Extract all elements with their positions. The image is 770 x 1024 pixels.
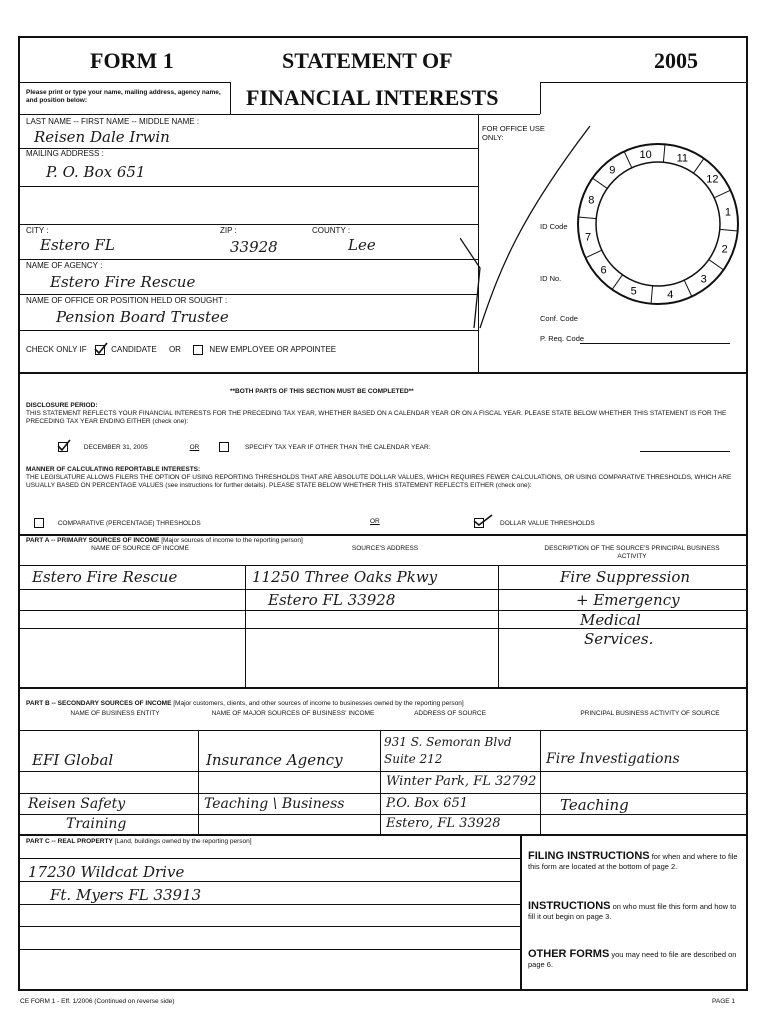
part-b-source-1[interactable]: Insurance Agency <box>206 751 343 769</box>
disclosure-period-label: DISCLOSURE PERIOD: <box>26 402 98 409</box>
or-label: OR <box>168 345 181 355</box>
dial-number: 1 <box>724 206 731 219</box>
dial-number: 6 <box>600 264 607 277</box>
part-b-title-row <box>26 700 464 708</box>
part-a-title-row <box>26 537 303 545</box>
part-a-address-2[interactable]: Estero FL 33928 <box>268 591 396 609</box>
dial-number: 10 <box>639 149 652 162</box>
period-options <box>58 442 431 452</box>
fiscal-year-label: SPECIFY TAX YEAR IF OTHER THAN THE CALENDAR YEAR: <box>244 443 431 451</box>
filing-text: for when and where to file this form are located at the bottom of page 2. <box>528 852 738 871</box>
part-b-col3-header: ADDRESS OF SOURCE <box>414 710 486 717</box>
dial-divider <box>684 280 692 296</box>
footer-left: CE FORM 1 - Eff. 1/2006 (Continued on reverse side) <box>20 998 175 1005</box>
candidate-label: CANDIDATE <box>111 345 157 355</box>
dial-number: 11 <box>676 152 688 165</box>
part-b-source-2[interactable]: Teaching \ Business <box>204 796 345 812</box>
agency-value[interactable]: Estero Fire Rescue <box>50 273 196 291</box>
other-head: OTHER FORMS <box>528 948 610 960</box>
office-label: NAME OF OFFICE OR POSITION HELD OR SOUGHT : <box>26 296 228 305</box>
part-c-title-row <box>26 838 252 846</box>
dial-divider <box>585 250 601 258</box>
agency-label: NAME OF AGENCY : <box>26 261 103 270</box>
filing-instructions <box>528 852 740 871</box>
title-line1: STATEMENT OF <box>282 48 453 73</box>
dial-number: 4 <box>667 288 674 301</box>
dial-number: 5 <box>630 285 637 298</box>
new-employee-label: NEW EMPLOYEE OR APPOINTEE <box>209 345 337 355</box>
part-a-col3-header: DESCRIPTION OF THE SOURCE'S PRINCIPAL BUSINESS ACTIVITY <box>544 545 720 560</box>
filing-head: FILING INSTRUCTIONS <box>528 850 650 862</box>
part-b-title: PART B -- SECONDARY SOURCES OF INCOME <box>26 700 172 707</box>
dial-number: 8 <box>588 194 595 207</box>
comparative-label: COMPARATIVE (PERCENTAGE) THRESHOLDS <box>57 519 201 527</box>
other-forms <box>528 950 740 969</box>
part-b-col1-header: NAME OF BUSINESS ENTITY <box>70 710 160 717</box>
part-a-col1-header: NAME OF SOURCE OF INCOME <box>91 545 189 552</box>
manner-text: THE LEGISLATURE ALLOWS FILERS THE OPTION OF USING REPORTING THRESHOLDS THAT ARE ABSOLUTE DOLLAR VALUES, WHICH REQUIRES FEWER CALCULATIONS, OR USING COMPARATIVE THRESHOLDS, WHICH ARE USUALLY BASED ON PERCENTAGE VALUES (see instructions for further details). PLEASE STATE BELOW WHETHER THIS STATEMENT REFLECTS EITHER (check one): <box>26 474 732 489</box>
part-a-address-1[interactable]: 11250 Three Oaks Pkwy <box>252 568 438 586</box>
part-a-activity-4[interactable]: Services. <box>584 630 654 648</box>
dial-divider <box>709 260 724 270</box>
dec-31-checkbox[interactable] <box>58 442 68 452</box>
part-b-entity-2[interactable]: Reisen Safety <box>28 796 126 812</box>
fiscal-year-checkbox[interactable] <box>219 442 229 452</box>
dial-divider <box>714 190 730 198</box>
part-b-subtitle: [Major customers, clients, and other sources of income to businesses owned by the reporting person] <box>173 700 464 707</box>
dial-divider <box>624 151 632 167</box>
dollar-checkbox[interactable] <box>474 518 484 528</box>
check-only-if <box>26 345 336 355</box>
name-value[interactable]: Reisen Dale Irwin <box>34 128 170 146</box>
part-a-title: PART A -- PRIMARY SOURCES OF INCOME <box>26 537 160 544</box>
conf-code-label: Conf. Code <box>540 314 578 323</box>
city-value[interactable]: Estero FL <box>40 236 115 254</box>
office-value[interactable]: Pension Board Trustee <box>56 308 229 326</box>
part-b-activity-1[interactable]: Fire Investigations <box>546 751 680 767</box>
zip-value[interactable]: 33928 <box>230 238 278 256</box>
form-year: 2005 <box>654 48 698 73</box>
mailing-value[interactable]: P. O. Box 651 <box>46 163 146 181</box>
dial-number: 9 <box>609 164 616 177</box>
part-b-address-3[interactable]: P.O. Box 651 <box>386 796 469 811</box>
part-b-address-2[interactable]: Winter Park, FL 32792 <box>386 774 537 789</box>
other-text: you may need to file are described on page 6. <box>528 950 737 969</box>
part-a-col2-header: SOURCE'S ADDRESS <box>351 545 419 552</box>
part-a-activity-3[interactable]: Medical <box>580 611 641 629</box>
who-must-file <box>528 902 740 921</box>
part-a-source-name[interactable]: Estero Fire Rescue <box>32 568 178 586</box>
title-line2: FINANCIAL INTERESTS <box>246 85 499 110</box>
name-label: LAST NAME -- FIRST NAME -- MIDDLE NAME : <box>26 117 200 126</box>
dial-divider <box>578 217 596 219</box>
footer-page: PAGE 1 <box>712 998 736 1005</box>
part-c-property-line2[interactable]: Ft. Myers FL 33913 <box>50 886 202 904</box>
part-b-col2-header: NAME OF MAJOR SOURCES OF BUSINESS' INCOME <box>211 710 375 717</box>
id-code-label: ID Code <box>540 222 568 231</box>
instr-text: on who must file this form and how to fill it out begin on page 3. <box>528 902 737 921</box>
p-req-code-label: P. Req. Code <box>540 334 585 343</box>
candidate-checkbox[interactable] <box>95 345 105 355</box>
dial-number: 2 <box>721 243 728 256</box>
part-b-activity-2[interactable]: Teaching <box>560 796 629 814</box>
manner-label: MANNER OF CALCULATING REPORTABLE INTERESTS: <box>26 466 201 473</box>
id-no-label: ID No. <box>540 274 562 283</box>
part-b-col4-header: PRINCIPAL BUSINESS ACTIVITY OF SOURCE <box>580 710 720 717</box>
county-value[interactable]: Lee <box>348 236 376 254</box>
dial-divider <box>720 229 738 231</box>
dial-divider <box>612 275 622 290</box>
part-c-subtitle: [Land, buildings owned by the reporting person] <box>114 838 252 845</box>
part-b-entity-1[interactable]: EFI Global <box>32 751 114 769</box>
dial-number: 12 <box>706 173 719 186</box>
form-1-document <box>18 36 748 991</box>
or-label: OR <box>370 518 380 525</box>
dial-divider <box>651 286 653 304</box>
mailing-label: MAILING ADDRESS : <box>26 149 104 158</box>
part-b-address-4[interactable]: Estero, FL 33928 <box>386 816 501 831</box>
check-mark-icon <box>473 513 493 527</box>
dial-divider <box>663 144 665 162</box>
form-number: FORM 1 <box>90 48 174 73</box>
dial-divider <box>694 158 704 173</box>
dial-divider <box>592 178 607 188</box>
part-a-subtitle: [Major sources of income to the reporting person] <box>161 537 303 544</box>
check-mark-icon <box>57 439 71 451</box>
or-label: OR <box>189 443 200 451</box>
new-employee-checkbox[interactable] <box>193 345 203 355</box>
disclosure-period-text: THIS STATEMENT REFLECTS YOUR FINANCIAL INTERESTS FOR THE PRECEDING TAX YEAR, WHETHER BASED ON A CALENDAR YEAR OR ON A FISCAL YEAR. PLEASE STATE BELOW WHETHER THIS STATEMENT IS FOR THE PRECEDING TAX YEAR ENDING EITHER (check one): <box>26 410 727 425</box>
county-label: COUNTY : <box>312 226 351 235</box>
comparative-checkbox[interactable] <box>34 518 44 528</box>
instr-head: INSTRUCTIONS <box>528 900 611 912</box>
dec-31-label: DECEMBER 31, 2005 <box>83 443 148 451</box>
part-a-activity-1[interactable]: Fire Suppression <box>560 568 691 586</box>
zip-label: ZIP : <box>220 226 237 235</box>
office-use-label: FOR OFFICE USE ONLY: <box>482 124 545 142</box>
part-b-address-1[interactable]: 931 S. Semoran Blvd Suite 212 <box>384 735 512 766</box>
dollar-label: DOLLAR VALUE THRESHOLDS <box>500 519 595 527</box>
check-mark-icon <box>94 342 108 354</box>
part-c-title: PART C -- REAL PROPERTY <box>26 838 113 845</box>
office-use-dial <box>460 118 750 358</box>
part-c-property-line1[interactable]: 17230 Wildcat Drive <box>28 863 185 881</box>
both-parts-note: **BOTH PARTS OF THIS SECTION MUST BE COMPLETED** <box>230 388 414 395</box>
manner-options <box>34 518 734 528</box>
part-a-activity-2[interactable]: + Emergency <box>576 591 680 609</box>
city-label: CITY : <box>26 226 49 235</box>
check-label: CHECK ONLY IF <box>26 345 87 355</box>
dial-number: 3 <box>700 273 707 286</box>
dial-number: 7 <box>585 231 592 244</box>
part-b-entity-2-cont[interactable]: Training <box>66 816 127 832</box>
print-note: Please print or type your name, mailing address, agency name, and position below: <box>26 89 221 104</box>
